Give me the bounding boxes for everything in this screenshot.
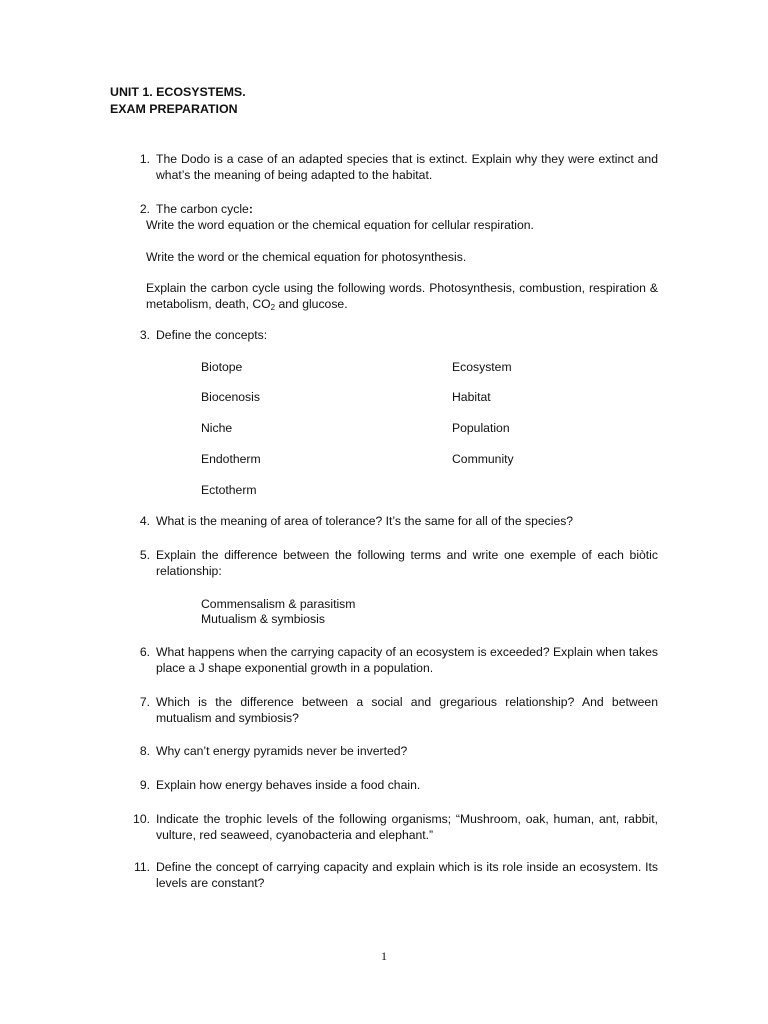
- question-text: What happens when the carrying capacity of an ecosystem is exceeded? Explain when takes place a J shape exponential growth in a population.: [156, 645, 659, 675]
- concept-term: Ecosystem: [452, 360, 512, 374]
- carbon-cycle-respiration-task: Write the word equation or the chemical equation for cellular respiration.: [146, 218, 534, 232]
- question-number: 8.: [139, 744, 150, 758]
- question-5: [110, 547, 658, 579]
- concept-term: Habitat: [452, 390, 491, 404]
- question-6: [110, 644, 658, 676]
- page-number: 1: [381, 949, 387, 963]
- question-number: 9.: [139, 778, 150, 792]
- question-text: Explain how energy behaves inside a food chain.: [156, 778, 421, 792]
- question-text: The carbon cycle:: [156, 202, 253, 216]
- question-text: Define the concepts:: [156, 328, 268, 342]
- question-2: [110, 201, 658, 217]
- question-number: 10.: [133, 812, 150, 826]
- question-number: 6.: [139, 645, 150, 659]
- question-9: [110, 777, 658, 793]
- question-text: The Dodo is a case of an adapted species that is extinct. Explain why they were extinct and what’s the meaning of being adapted to the habitat.: [156, 152, 658, 182]
- question-4: [110, 513, 658, 529]
- question-number: 7.: [139, 695, 150, 709]
- concept-term: Population: [452, 421, 510, 435]
- question-text: What is the meaning of area of tolerance? It’s the same for all of the species?: [156, 514, 574, 528]
- question-number: 1.: [139, 152, 150, 166]
- question-text: Indicate the trophic levels of the following organisms; “Mushroom, oak, human, ant, rabbit, vulture, red seaweed, cyanobacteria and elephant.”: [156, 812, 658, 842]
- question-10: [110, 811, 658, 843]
- concept-term: Biotope: [201, 360, 243, 374]
- question-number: 2.: [139, 202, 150, 216]
- question-11: [110, 859, 658, 891]
- unit-title: UNIT 1. ECOSYSTEMS.: [110, 85, 246, 99]
- question-8: [110, 743, 658, 759]
- question-text: Why can’t energy pyramids never be inverted?: [156, 744, 408, 758]
- carbon-cycle-explain-task: Explain the carbon cycle using the following words. Photosynthesis, combustion, respiration & metabolism, death, $CO_2$ and glucose.: [146, 281, 658, 312]
- concept-term: Endotherm: [201, 452, 261, 466]
- question-3: [110, 327, 658, 343]
- question-number: 3.: [139, 328, 150, 342]
- relationship-term: Commensalism & parasitism: [201, 597, 356, 611]
- question-text: Define the concept of carrying capacity and explain which is its role inside an ecosystem. Its levels are constant?: [156, 860, 658, 890]
- concept-term: Niche: [201, 421, 233, 435]
- document-title: [110, 84, 246, 117]
- relationship-term: Mutualism & symbiosis: [201, 612, 325, 626]
- question-text: Which is the difference between a social and gregarious relationship? And between mutualism and symbiosis?: [156, 695, 658, 725]
- concept-term: Community: [452, 452, 514, 466]
- question-number: 11.: [133, 860, 150, 874]
- question-number: 4.: [139, 514, 150, 528]
- concept-term: Ectotherm: [201, 483, 257, 497]
- question-text: Explain the difference between the following terms and write one exemple of each biòtic relationship:: [156, 548, 658, 578]
- exam-subtitle: EXAM PREPARATION: [110, 101, 238, 116]
- question-7: [110, 694, 658, 726]
- concept-term: Biocenosis: [201, 390, 260, 404]
- question-number: 5.: [139, 548, 150, 562]
- question-1: [110, 151, 658, 183]
- carbon-cycle-photosynthesis-task: Write the word or the chemical equation for photosynthesis.: [146, 250, 467, 264]
